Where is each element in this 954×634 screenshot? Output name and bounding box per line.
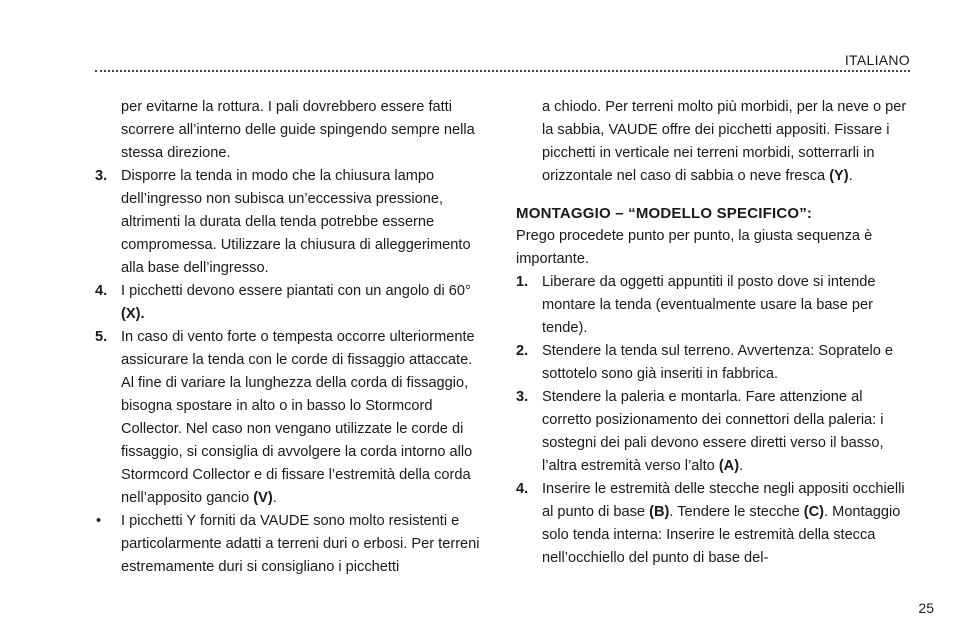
left-column: [95, 96, 487, 579]
figure-reference: (X).: [121, 306, 145, 322]
page-number: 25: [918, 600, 934, 616]
figure-reference: (C): [803, 504, 825, 520]
list-item: [516, 386, 910, 478]
list-number: 4.: [516, 481, 529, 497]
bullet-marker: •: [96, 513, 102, 529]
section-intro: Prego procedete punto per punto, la giusta sequenza è importante.: [516, 228, 873, 267]
list-item: [95, 326, 487, 510]
list-item-tail: .: [739, 458, 744, 474]
list-item: [516, 478, 910, 570]
figure-reference: (V): [253, 490, 273, 506]
right-column: [516, 96, 910, 570]
list-item-text: In caso di vento forte o tempesta occorre ulteriormente assicurare la tenda con le corde di fissaggio attaccate. Al fine di variare la lunghezza della corda di fissaggio, bisogna spostare in alto o in basso lo Stormcord Collector. Nel caso non vengano utilizzate le corde di fissaggio, si consiglia di avvolgere la corda intorno allo Stormcord Collector e di fissare l’estremità della corda nell’apposito gancio: [121, 329, 475, 506]
list-number: 4.: [95, 283, 108, 299]
list-item: [95, 510, 487, 579]
list-number: 5.: [95, 329, 108, 345]
list-item-text: Disporre la tenda in modo che la chiusura lampo dell’ingresso non subisca un’eccessiva pressione, altrimenti la durata della tenda potrebbe esserne compromessa. Utilizzare la chiusura di alleggerimento alla base dell’ingresso.: [121, 168, 471, 276]
continuation-body: a chiodo. Per terreni molto più morbidi, per la neve o per la sabbia, VAUDE offre dei picchetti appositi. Fissare i picchetti in verticale nei terreni morbidi, sotterrarli in orizzontale nel caso di sabbia o neve fresca: [542, 99, 907, 184]
section-heading: MONTAGGIO – “MODELLO SPECIFICO”:: [516, 205, 813, 222]
figure-reference: (Y): [829, 168, 849, 184]
right-continuation-text: [516, 96, 910, 188]
list-item-text: . Montaggio solo tenda interna: Inserire le estremità della stecca nell’occhiello del punto di base del-: [542, 504, 901, 566]
left-continuation-text: per evitarne la rottura. I pali dovrebbero essere fatti scorrere all’interno delle guide spingendo sempre nella stessa direzione.: [121, 99, 475, 161]
list-item-text: I picchetti devono essere piantati con un angolo di 60°: [121, 283, 471, 299]
list-item-text: Inserire le estremità delle stecche negli appositi occhielli al punto di base: [542, 481, 905, 520]
list-item-text: Liberare da oggetti appuntiti il posto dove si intende montare la tenda (eventualmente usare la base per tende).: [542, 274, 876, 336]
list-item-text: Stendere la paleria e montarla. Fare attenzione al corretto posizionamento dei connettori della paleria: i sostegni dei pali devono essere diretti verso il basso, l’altra estremità verso l’alto: [542, 389, 884, 474]
list-item-text: Stendere la tenda sul terreno. Avvertenza: Sopratelo e sottotelo sono già inseriti in fabbrica.: [542, 343, 894, 382]
list-item-text: I picchetti Y forniti da VAUDE sono molto resistenti e particolarmente adatti a terreni duri o erbosi. Per terreni estremamente duri si consigliano i picchetti: [121, 513, 480, 575]
list-number: 3.: [516, 389, 529, 405]
figure-reference: (A): [718, 458, 740, 474]
list-item: [516, 271, 910, 340]
list-number: 3.: [95, 168, 108, 184]
list-item: [95, 280, 487, 326]
list-item: [516, 340, 910, 386]
language-label: ITALIANO: [844, 52, 910, 68]
list-item-tail: .: [272, 490, 277, 506]
list-number: 2.: [516, 343, 529, 359]
header-dotted-divider: [95, 70, 910, 72]
continuation-tail: .: [848, 168, 853, 184]
list-item: [95, 165, 487, 280]
list-number: 1.: [516, 274, 529, 290]
figure-reference: (B): [649, 504, 670, 520]
list-item-text: . Tendere le stecche: [669, 504, 804, 520]
